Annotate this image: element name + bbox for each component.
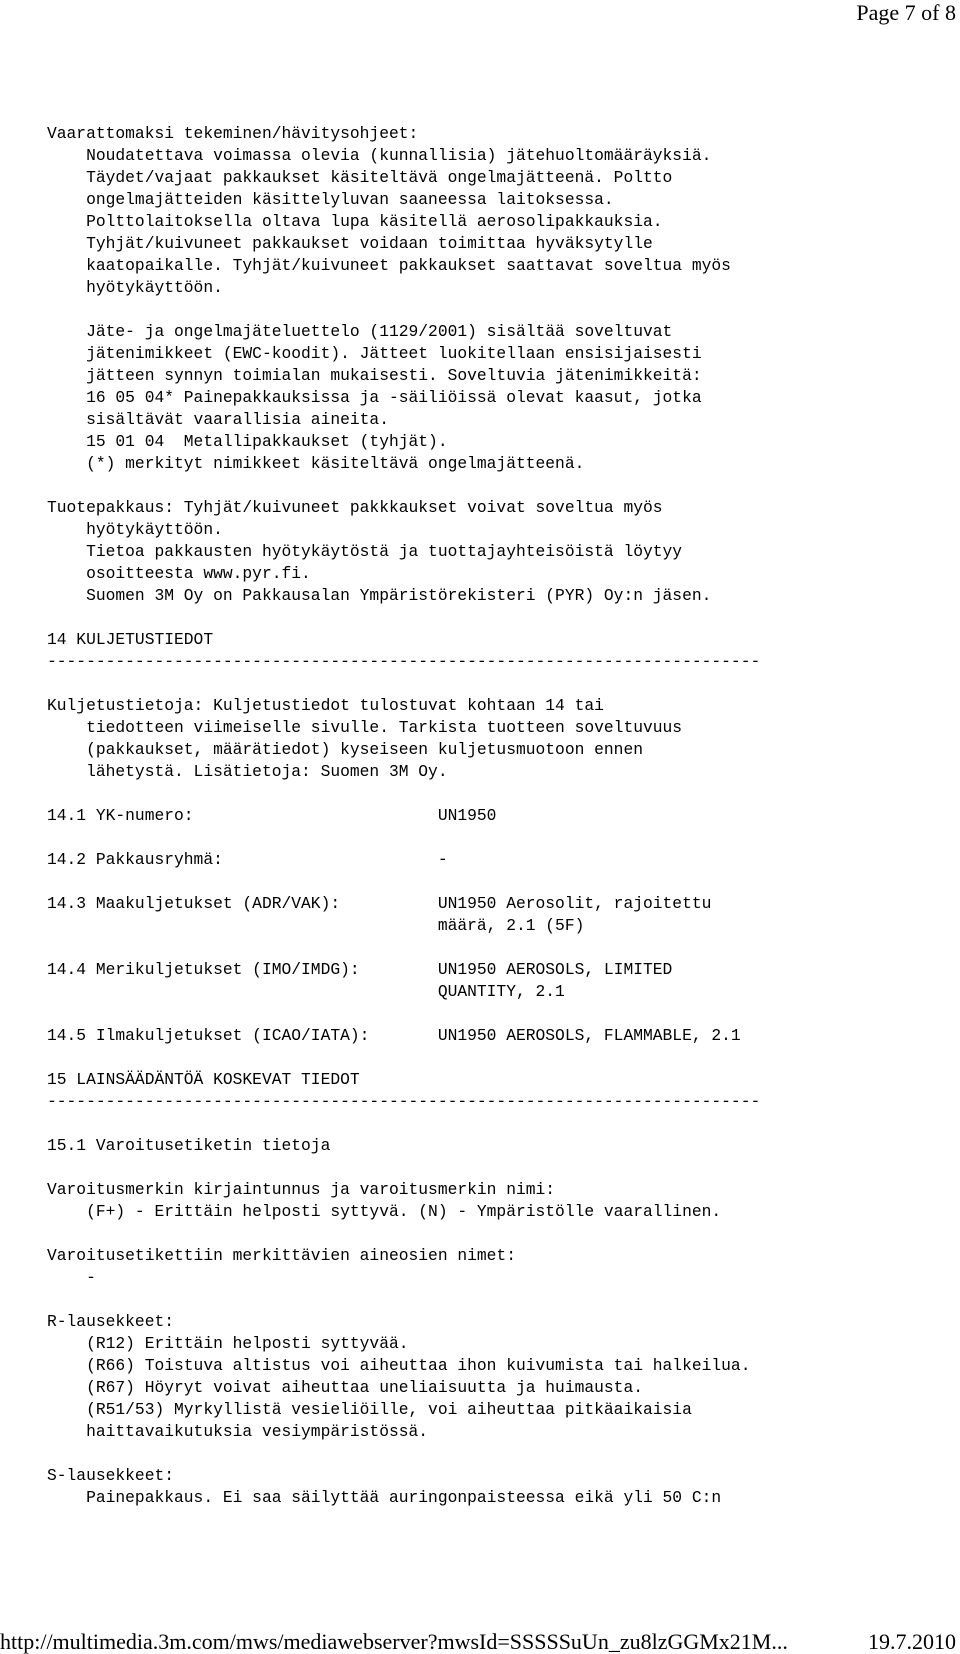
document-line [47, 1003, 947, 1025]
document-line: (F+) - Erittäin helposti syttyvä. (N) - Ympäristölle vaarallinen. [47, 1202, 722, 1221]
document-line [47, 783, 947, 805]
document-line: osoitteesta www.pyr.fi. [47, 564, 311, 583]
document-line: ------------------------------------------------------------------------- [47, 1092, 761, 1111]
document-line: Polttolaitoksella oltava lupa käsitellä aerosolipakkauksia. [47, 212, 663, 231]
document-line: tiedotteen viimeiselle sivulle. Tarkista tuotteen soveltuvuus [47, 718, 683, 737]
document-line: S-lausekkeet: [47, 1466, 175, 1485]
document-line [47, 871, 947, 893]
document-line [47, 673, 947, 695]
document-line: kaatopaikalle. Tyhjät/kuivuneet pakkaukset saattavat soveltua myös [47, 256, 731, 275]
document-line [47, 1047, 947, 1069]
document-line: - [47, 1268, 96, 1287]
document-line: 14.4 Merikuljetukset (IMO/IMDG): UN1950 AEROSOLS, LIMITED [47, 960, 673, 979]
document-line: Jäte- ja ongelmajäteluettelo (1129/2001) sisältää soveltuvat [47, 322, 673, 341]
document-line: hyötykäyttöön. [47, 520, 223, 539]
document-line: jätenimikkeet (EWC-koodit). Jätteet luokitellaan ensisijaisesti [47, 344, 702, 363]
document-line [47, 827, 947, 849]
document-line: (*) merkityt nimikkeet käsiteltävä ongelmajätteenä. [47, 454, 585, 473]
document-line: 16 05 04* Painepakkauksissa ja -säiliöissä olevat kaasut, jotka [47, 388, 702, 407]
document-line: hyötykäyttöön. [47, 278, 223, 297]
document-line [47, 1113, 947, 1135]
document-line: Vaarattomaksi tekeminen/hävitysohjeet: [47, 124, 419, 143]
document-line [47, 1157, 947, 1179]
source-url: http://multimedia.3m.com/mws/mediawebserver?mwsId=SSSSSuUn_zu8lzGGMx21M... [0, 1629, 788, 1654]
document-line: 14.3 Maakuljetukset (ADR/VAK): UN1950 Aerosolit, rajoitettu [47, 894, 712, 913]
document-line: (R12) Erittäin helposti syttyvää. [47, 1334, 409, 1353]
document-line: Painepakkaus. Ei saa säilyttää auringonpaisteessa eikä yli 50 C:n [47, 1488, 722, 1507]
document-line [47, 607, 947, 629]
document-line: 14.5 Ilmakuljetukset (ICAO/IATA): UN1950 AEROSOLS, FLAMMABLE, 2.1 [47, 1026, 741, 1045]
document-line [47, 1443, 947, 1465]
document-line: ------------------------------------------------------------------------- [47, 652, 761, 671]
document-line [47, 475, 947, 497]
document-line: (R67) Höyryt voivat aiheuttaa uneliaisuutta ja huimausta. [47, 1378, 643, 1397]
document-line: ongelmajätteiden käsittelyluvan saaneessa laitoksessa. [47, 190, 614, 209]
document-line: QUANTITY, 2.1 [47, 982, 565, 1001]
document-line: Varoitusmerkin kirjaintunnus ja varoitusmerkin nimi: [47, 1180, 556, 1199]
document-line [47, 1223, 947, 1245]
document-line: 14.2 Pakkausryhmä: - [47, 850, 448, 869]
document-line: Varoitusetikettiin merkittävien aineosien nimet: [47, 1246, 516, 1265]
document-body [47, 123, 947, 1509]
document-line: 15.1 Varoitusetiketin tietoja [47, 1136, 331, 1155]
document-line: Kuljetustietoja: Kuljetustiedot tulostuvat kohtaan 14 tai [47, 696, 604, 715]
document-line: Täydet/vajaat pakkaukset käsiteltävä ongelmajätteenä. Poltto [47, 168, 673, 187]
document-line: R-lausekkeet: [47, 1312, 175, 1331]
document-line: 14.1 YK-numero: UN1950 [47, 806, 497, 825]
document-line: 15 01 04 Metallipakkaukset (tyhjät). [47, 432, 448, 451]
document-line [47, 299, 947, 321]
document-line: Suomen 3M Oy on Pakkausalan Ympäristörekisteri (PYR) Oy:n jäsen. [47, 586, 712, 605]
document-line [47, 1289, 947, 1311]
document-line: lähetystä. Lisätietoja: Suomen 3M Oy. [47, 762, 448, 781]
document-line: määrä, 2.1 (5F) [47, 916, 585, 935]
page-number: Page 7 of 8 [856, 0, 956, 25]
document-line: (R51/53) Myrkyllistä vesieliöille, voi aiheuttaa pitkäaikaisia [47, 1400, 692, 1419]
document-line: haittavaikutuksia vesiympäristössä. [47, 1422, 429, 1441]
document-line: Noudatettava voimassa olevia (kunnallisia) jätehuoltomääräyksiä. [47, 146, 712, 165]
document-line: jätteen synnyn toimialan mukaisesti. Soveltuvia jätenimikkeitä: [47, 366, 702, 385]
document-line: 15 LAINSÄÄDÄNTÖÄ KOSKEVAT TIEDOT [47, 1070, 360, 1089]
document-line: (R66) Toistuva altistus voi aiheuttaa ihon kuivumista tai halkeilua. [47, 1356, 751, 1375]
print-date: 19.7.2010 [868, 1629, 956, 1654]
document-line: 14 KULJETUSTIEDOT [47, 630, 214, 649]
page-footer [0, 1630, 956, 1654]
document-line: Tuotepakkaus: Tyhjät/kuivuneet pakkkaukset voivat soveltua myös [47, 498, 663, 517]
document-line: Tietoa pakkausten hyötykäytöstä ja tuottajayhteisöistä löytyy [47, 542, 683, 561]
document-line: Tyhjät/kuivuneet pakkaukset voidaan toimittaa hyväksytylle [47, 234, 653, 253]
document-line [47, 937, 947, 959]
document-line: (pakkaukset, määrätiedot) kyseiseen kuljetusmuotoon ennen [47, 740, 643, 759]
document-line: sisältävät vaarallisia aineita. [47, 410, 389, 429]
